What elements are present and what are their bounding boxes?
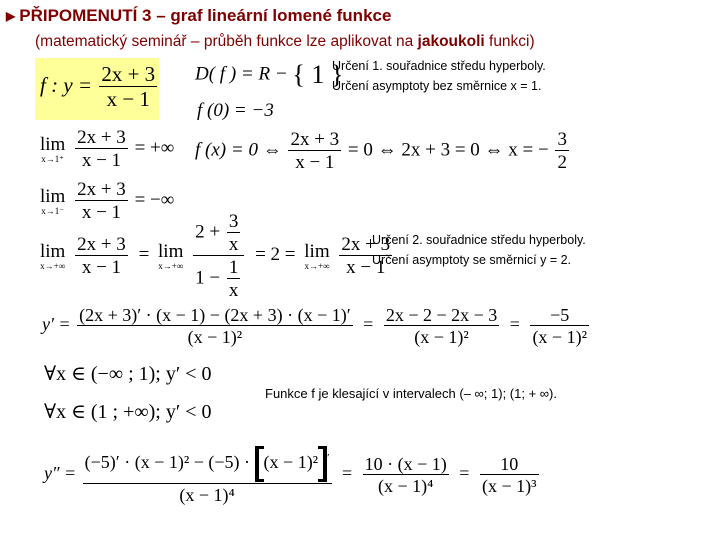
title-text: PŘIPOMENUTÍ 3 – graf lineární lomené funkce	[19, 6, 392, 25]
zero-equation	[195, 130, 571, 172]
first-derivative	[42, 306, 591, 346]
first-derivative-denominator-2: (x − 1)²	[414, 327, 469, 347]
limit-inf-operator-2	[158, 242, 183, 271]
first-derivative-numerator-3: −5	[530, 306, 589, 326]
zero-fraction	[288, 130, 341, 172]
second-derivative-fraction-3	[480, 455, 539, 495]
second-derivative-fraction	[83, 446, 332, 504]
zero-result-fraction	[555, 130, 569, 172]
note-center1-line2: Určení asymptoty bez směrnice x = 1.	[332, 79, 542, 93]
fraction-denominator: x − 1	[81, 257, 122, 278]
lim-subscript: x→+∞	[40, 260, 66, 271]
f-zero-text: f (0) = −3	[197, 100, 274, 121]
second-derivative-denominator-3: (x − 1)³	[481, 476, 537, 496]
second-num-part-a: (−5)′ · (x − 1)² − (−5) ·	[84, 452, 251, 473]
function-fraction	[99, 64, 157, 110]
second-derivative-numerator-2: 10 · (x − 1)	[364, 454, 447, 474]
left-bracket	[255, 446, 264, 482]
lim-subscript: x→+∞	[304, 260, 330, 271]
first-derivative-fraction	[77, 306, 353, 346]
big-fraction-denominator	[193, 256, 244, 300]
limit-right-result: = +∞	[134, 137, 175, 159]
zero-numerator: 2x + 3	[290, 129, 340, 150]
equals-sign: =	[363, 314, 374, 335]
second-derivative-numerator-3: 10	[480, 455, 539, 475]
inner-numerator: 3	[228, 211, 239, 232]
slide-title	[6, 6, 391, 26]
second-derivative-fraction-2	[363, 455, 449, 495]
forall-interval-2	[44, 402, 212, 422]
function-denominator: x − 1	[106, 87, 150, 111]
inner-denominator: x	[228, 280, 239, 301]
limit-inf-operator-3	[304, 242, 329, 271]
forall-interval-1	[44, 364, 212, 384]
lim-word: lim	[40, 240, 66, 262]
fraction-denominator: x − 1	[81, 202, 122, 223]
second-derivative-denominator: (x − 1)⁴	[179, 485, 235, 505]
second-derivative	[44, 446, 541, 504]
limit-inf-operator	[40, 242, 65, 271]
limit-inf-fraction	[75, 235, 128, 277]
zero-result-numerator: 3	[557, 129, 567, 150]
equals-sign: =	[342, 463, 353, 484]
fraction-denominator: x − 1	[346, 257, 386, 278]
equals-sign: =	[138, 244, 150, 266]
right-bracket	[318, 446, 330, 482]
lim-word: lim	[304, 240, 330, 262]
subtitle-bold: jakoukoli	[417, 33, 485, 50]
lim-word: lim	[158, 240, 184, 262]
note-center2-line2: Určení asymptoty se směrnicí y = 2.	[372, 253, 572, 267]
note-center1-line1: Určení 1. souřadnice středu hyperboly.	[332, 59, 546, 73]
big-num-text: 2 +	[195, 221, 221, 243]
second-derivative-lhs: y″ =	[44, 463, 77, 484]
zero-lhs: f (x) = 0 ⇔	[195, 139, 282, 161]
first-derivative-fraction-3	[530, 306, 589, 346]
fraction-numerator: 2x + 3	[77, 234, 126, 255]
first-derivative-numerator: (2x + 3)′ · (x − 1) − (2x + 3) · (x − 1)′	[79, 305, 351, 325]
zero-middle: = 0 ⇔ 2x + 3 = 0 ⇔ x = −	[347, 139, 549, 161]
domain-set: { 1 }	[292, 60, 344, 89]
domain-expression	[195, 62, 343, 88]
domain-text: D( f ) = R −	[195, 63, 288, 85]
function-label: f : y =	[40, 72, 93, 97]
lim-subscript: x→1⁻	[41, 205, 65, 216]
note-center2	[372, 230, 586, 270]
big-den-inner-fraction	[227, 258, 241, 300]
first-derivative-lhs: y′ =	[42, 314, 71, 335]
limit-right-operator	[40, 135, 65, 164]
equals-two: = 2 =	[255, 244, 296, 266]
fraction-numerator: 2x + 3	[77, 127, 126, 148]
first-derivative-numerator-2: 2x − 2 − 2x − 3	[385, 305, 498, 325]
equals-sign: =	[509, 314, 520, 335]
function-numerator: 2x + 3	[101, 62, 156, 86]
note-center2-line1: Určení 2. souřadnice středu hyperboly.	[372, 233, 586, 247]
first-derivative-denominator-3: (x − 1)²	[532, 327, 587, 347]
forall-2-text: ∀x ∈ (1 ; +∞); y′ < 0	[44, 401, 212, 423]
inner-denominator: x	[228, 234, 239, 255]
note-decreasing-text: Funkce f je klesající v intervalech (– ∞; 1); (1; + ∞).	[265, 386, 557, 401]
note-center1	[332, 56, 546, 96]
slide-subtitle	[35, 33, 535, 51]
subtitle-after: funkci)	[484, 33, 535, 50]
big-den-text: 1 −	[195, 267, 221, 289]
second-derivative-numerator	[83, 446, 332, 484]
note-decreasing	[265, 384, 557, 404]
fraction-numerator: 2x + 3	[77, 179, 126, 200]
zero-result-denominator: 2	[557, 152, 567, 173]
lim-subscript: x→1⁺	[41, 153, 65, 164]
first-derivative-denominator: (x − 1)²	[187, 327, 243, 347]
equals-sign: =	[459, 463, 470, 484]
second-num-prime: ′	[327, 452, 330, 465]
limit-inf-big-fraction	[193, 212, 244, 300]
lim-word: lim	[40, 185, 66, 207]
inner-numerator: 1	[228, 257, 239, 278]
second-num-part-b: (x − 1)²	[263, 452, 319, 473]
lim-subscript: x→+∞	[158, 260, 184, 271]
function-definition	[40, 64, 159, 110]
big-fraction-numerator	[193, 212, 244, 256]
fraction-denominator: x − 1	[81, 150, 122, 171]
limit-left-result: = −∞	[134, 189, 175, 211]
play-triangle-icon: ▶	[6, 9, 16, 23]
subtitle-before: (matematický seminář – průběh funkce lze aplikovat na	[35, 33, 418, 50]
limit-right	[40, 128, 174, 170]
fraction-numerator: 2x + 3	[341, 234, 391, 255]
big-num-inner-fraction	[227, 212, 241, 254]
first-derivative-fraction-2	[384, 306, 499, 346]
lim-word: lim	[40, 133, 66, 155]
forall-1-text: ∀x ∈ (−∞ ; 1); y′ < 0	[44, 363, 212, 385]
limit-right-fraction	[75, 128, 128, 170]
limit-infinity	[40, 212, 394, 300]
second-derivative-denominator-2: (x − 1)⁴	[378, 476, 434, 496]
zero-denominator: x − 1	[295, 152, 335, 173]
f-zero-value	[197, 101, 274, 120]
